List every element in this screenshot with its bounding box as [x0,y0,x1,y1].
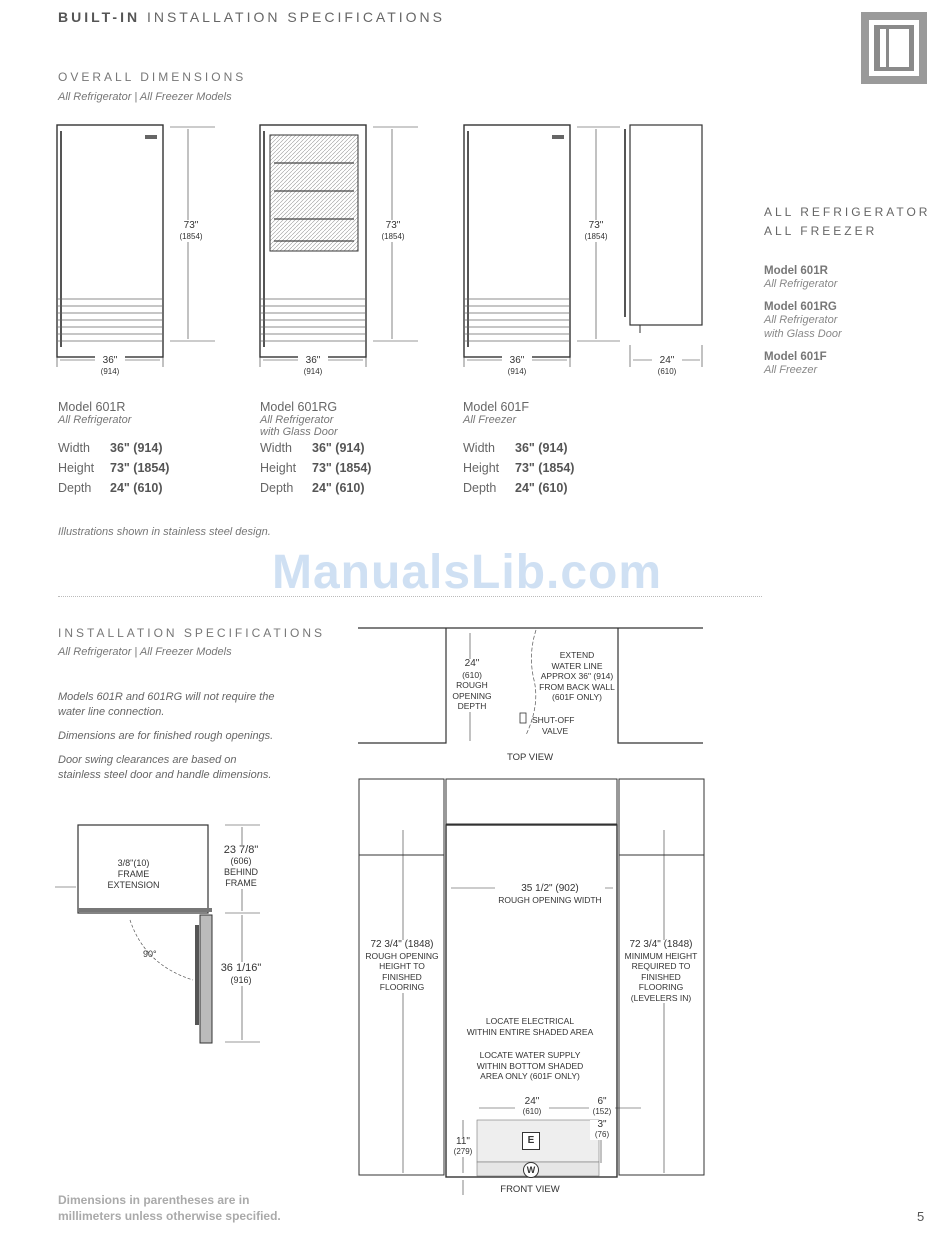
overall-dimensions-title: OVERALL DIMENSIONS [58,70,247,84]
model-601r-drawing [57,125,215,367]
installation-title: INSTALLATION SPECIFICATIONS [58,626,326,640]
bottom-offset-label: 3" (76) [590,1120,614,1140]
depth-label-side: 24" (610) [652,355,682,377]
side-view-drawing [625,125,702,367]
installation-subtitle: All Refrigerator | All Freezer Models [58,646,232,658]
model-601r-specs: Model 601R All Refrigerator Width 36" (914) Height 73" (1854) Depth 24" (610) [58,400,170,495]
page-header: BUILT-IN INSTALLATION SPECIFICATIONS [58,9,446,25]
height-label-601f: 73" (1854) [584,220,608,241]
installation-notes: Models 601R and 601RG will not require the water line connection. Dimensions are for finished rough openings. Door swing clearances are based on stainless steel door and handle dimensions. [58,691,275,781]
side-offset-label: 6" (152) [589,1097,615,1117]
section-divider [58,596,762,597]
sidebar: ALL REFRIGERATOR ALL FREEZER Model 601R All Refrigerator Model 601RG All Refrigerator with Glass Door Model 601F All Freezer [764,205,931,376]
model-601f-drawing [464,125,620,367]
built-in-logo-icon [861,12,927,84]
model-601f-specs: Model 601F All Freezer Width 36" (914) Height 73" (1854) Depth 24" (610) [463,400,575,495]
footnote: Dimensions in parentheses are in millimeters unless otherwise specified. [58,1193,281,1223]
water-supply-location-note: LOCATE WATER SUPPLY WITHIN BOTTOM SHADED AREA ONLY (601F ONLY) [476,1050,584,1081]
width-label-601r: 36" (914) [95,355,125,377]
electrical-marker-icon: E [522,1132,540,1150]
top-view-label: TOP VIEW [506,752,554,763]
illustration-note: Illustrations shown in stainless steel design. [58,526,271,538]
model-601rg-specs: Model 601RG All Refrigerator with Glass Door Width 36" (914) Height 73" (1854) Depth 24" (610) [260,400,372,495]
watermark: ManualsLib.com [272,546,663,599]
model-601rg-drawing [260,125,418,367]
page-number: 5 [917,1209,925,1224]
water-marker-icon: W [523,1162,539,1178]
width-label-601f: 36" (914) [502,355,532,377]
width-label-601rg: 36" (914) [298,355,328,377]
swing-angle-label: 90° [143,949,157,959]
front-view-label: FRONT VIEW [500,1184,560,1195]
water-line-label: EXTEND WATER LINE APPROX 36" (914) FROM BACK WALL (601F ONLY) [539,650,615,702]
rough-height-label: 72 3/4" (1848) ROUGH OPENING HEIGHT TO FINISHED FLOORING [362,940,442,993]
electrical-location-note: LOCATE ELECTRICAL WITHIN ENTIRE SHADED AREA [466,1016,594,1037]
shaded-height-label: 11" (279) [450,1137,476,1157]
overall-dimensions-subtitle: All Refrigerator | All Freezer Models [58,91,232,103]
behind-frame-label: 23 7/8" (606) BEHIND FRAME [218,845,264,889]
frame-extension-label: 3/8"(10) FRAME EXTENSION [107,858,160,890]
door-width-label: 36 1/16" (916) [218,962,264,986]
height-label-601rg: 73" (1854) [381,220,405,241]
height-label-601r: 73" (1854) [179,220,203,241]
shutoff-valve-label: SHUT-OFF VALVE [532,715,575,736]
minimum-height-label: 72 3/4" (1848) MINIMUM HEIGHT REQUIRED TO FINISHED FLOORING (LEVELERS IN) [620,940,702,1003]
rough-depth-label: 24" (610) ROUGH OPENING DEPTH [449,659,495,712]
overall-elevations [0,115,720,385]
rough-width-label: 35 1/2" (902) ROUGH OPENING WIDTH [495,884,605,905]
electrical-width-label: 24" (610) [515,1097,549,1117]
